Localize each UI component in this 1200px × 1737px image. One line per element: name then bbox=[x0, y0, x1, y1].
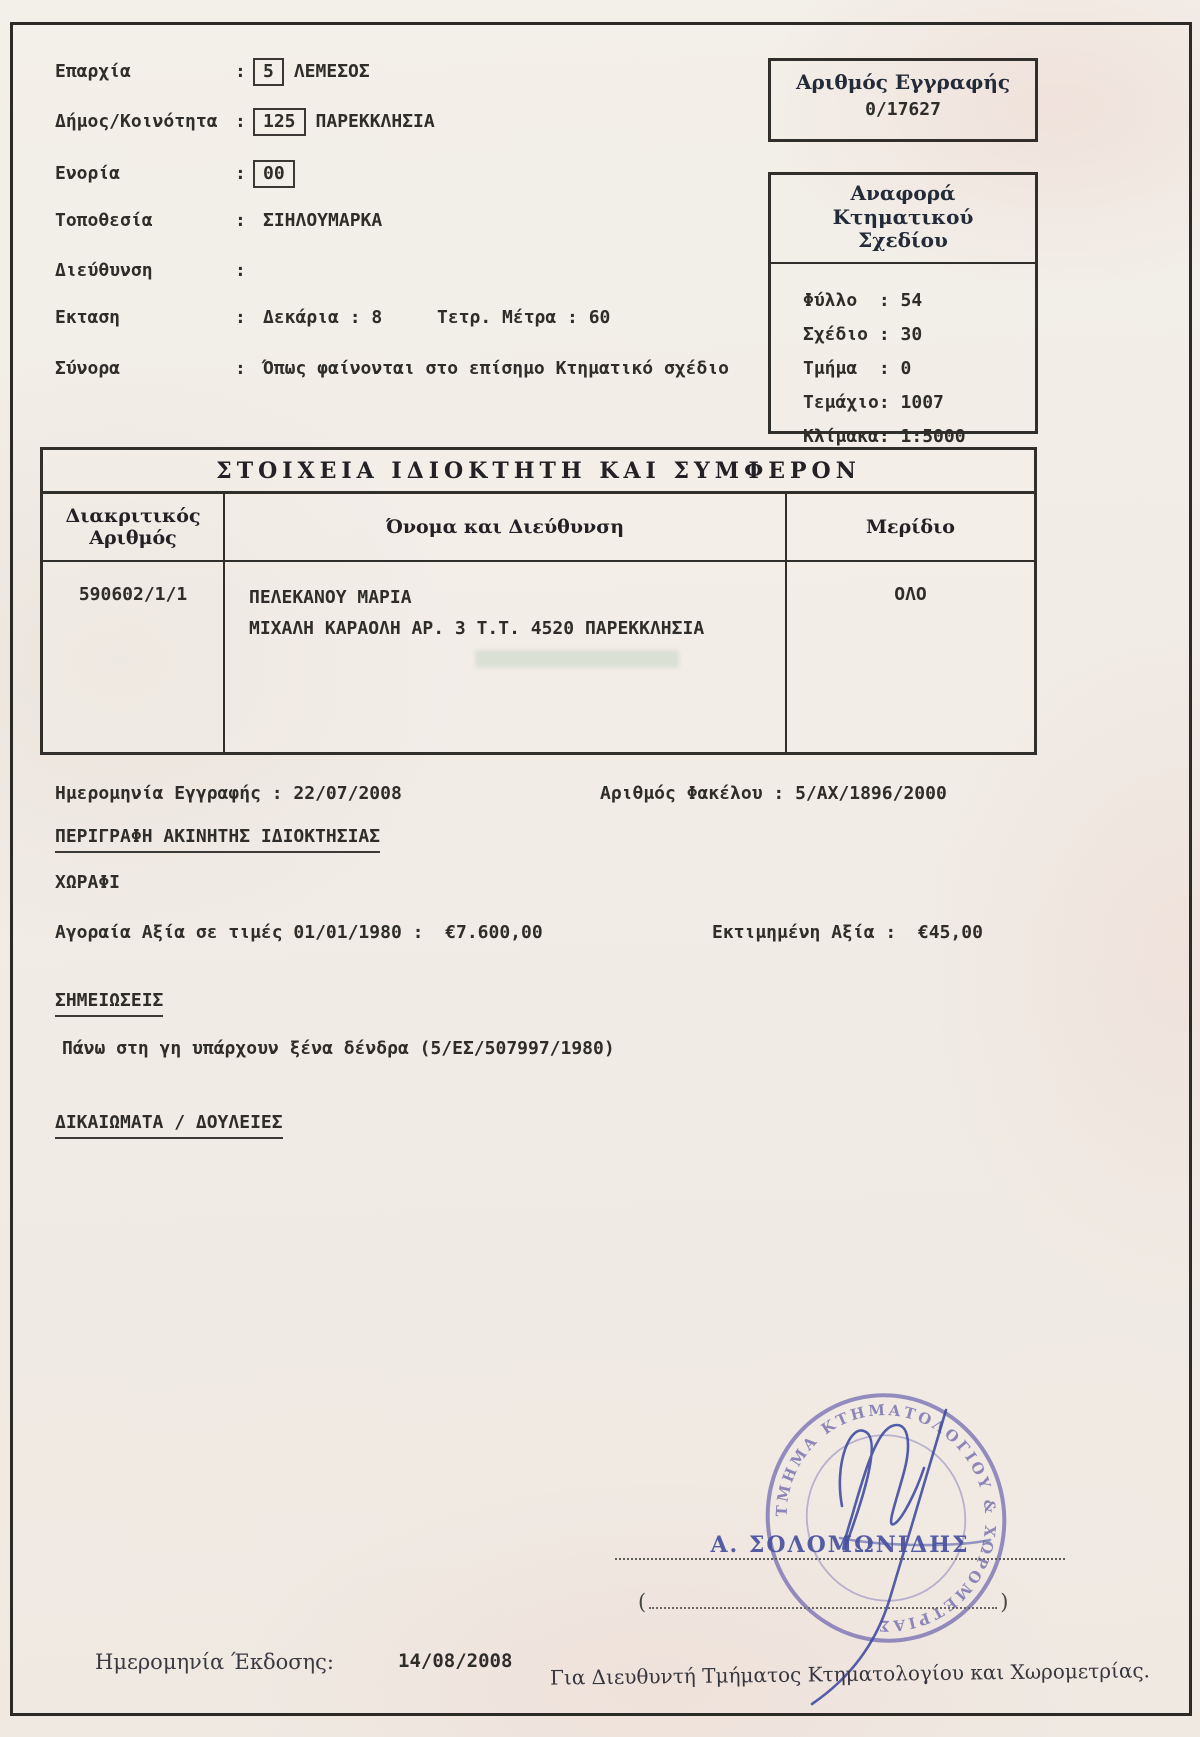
field-label: Εκταση bbox=[55, 307, 121, 328]
parish-code-box: 00 bbox=[253, 160, 295, 188]
field-row-district bbox=[55, 58, 370, 86]
field-label: Τοποθεσία bbox=[55, 210, 153, 231]
scan-highlight-artifact bbox=[475, 650, 679, 668]
field-row-parish bbox=[55, 160, 305, 188]
rights-easements-heading bbox=[55, 1112, 283, 1133]
field-row-address bbox=[55, 260, 263, 281]
assessed-value-amount: €45,00 bbox=[917, 922, 983, 943]
registration-number-value: 0/17627 bbox=[865, 99, 941, 120]
field-colon: : bbox=[235, 307, 246, 328]
plan-reference-box bbox=[768, 172, 1038, 447]
plan-row-label: Φύλλο bbox=[803, 289, 858, 311]
market-value-line bbox=[55, 922, 543, 943]
field-colon: : bbox=[235, 61, 246, 82]
owner-table bbox=[40, 447, 1037, 755]
file-number-line bbox=[600, 783, 947, 804]
stamp-arc-text: ΤΜΗΜΑ ΚΤΗΜΑΤΟΛΟΓΙΟΥ & ΧΩΡΟΜΕΤΡΙΑΣ bbox=[772, 1400, 1000, 1635]
owner-id: 590602/1/1 bbox=[43, 562, 225, 753]
registration-date-label: Ημερομηνία Εγγραφής : bbox=[55, 783, 283, 804]
registration-number-title: Αριθμός Εγγραφής bbox=[795, 70, 1011, 94]
owner-table-title: ΣΤΟΙΧΕΙΑ ΙΔΙΟΚΤΗΤΗ ΚΑΙ ΣΥΜΦΕΡΟΝ bbox=[43, 450, 1034, 494]
plan-row-sheet: Φύλλο : 54 bbox=[803, 284, 1035, 318]
field-value: ΠΑΡΕΚΚΛΗΣΙΑ bbox=[315, 111, 435, 132]
registration-number-box bbox=[768, 58, 1038, 142]
field-row-boundaries bbox=[55, 358, 729, 379]
plan-row-plan: Σχέδιο : 30 bbox=[803, 318, 1035, 352]
secondary-signature-line: ( ) bbox=[638, 1590, 1009, 1614]
field-value: Όπως φαίνονται στο επίσημο Κτηματικό σχέδιο bbox=[263, 358, 729, 379]
plan-row-value: 54 bbox=[900, 289, 923, 311]
field-value: ΣΙΗΛΟΥΜΑΡΚΑ bbox=[263, 210, 383, 231]
dotted-rule bbox=[649, 1592, 997, 1609]
field-colon: : bbox=[235, 163, 246, 184]
signatory-title: Για Διευθυντή Τμήματος Κτηματολογίου και Χωρομετρίας. bbox=[549, 1658, 1151, 1690]
field-colon: : bbox=[235, 210, 246, 231]
field-row-municipality bbox=[55, 108, 435, 136]
plan-row-label: Τμήμα bbox=[803, 357, 858, 379]
plan-row-section: Τμήμα : 0 bbox=[803, 352, 1035, 386]
registration-date-line bbox=[55, 783, 402, 804]
owner-name: ΠΕΛΕΚΑΝΟΥ ΜΑΡΙΑ bbox=[249, 587, 412, 608]
notes-heading bbox=[55, 990, 163, 1011]
notes-text: Πάνω στη γη υπάρχουν ξένα δένδρα (5/ΕΣ/507997/1980) bbox=[62, 1038, 615, 1059]
file-number-label: Αριθμός Φακέλου : bbox=[600, 783, 785, 804]
registration-date-value: 22/07/2008 bbox=[293, 783, 402, 804]
plan-row-label: Σχέδιο bbox=[803, 323, 869, 345]
plan-row-value: 30 bbox=[900, 323, 923, 345]
field-label: Σύνορα bbox=[55, 358, 121, 379]
field-row-extent bbox=[55, 307, 611, 328]
rights-easements-heading-text: ΔΙΚΑΙΩΜΑΤΑ / ΔΟΥΛΕΙΕΣ bbox=[55, 1112, 283, 1139]
field-value: Δεκάρια : 8 bbox=[263, 307, 383, 328]
issue-date-label: Ημερομηνία Έκδοσης: bbox=[95, 1650, 334, 1674]
market-value-label: Αγοραία Αξία σε τιμές 01/01/1980 : bbox=[55, 922, 424, 943]
column-header-id: Διακριτικός Αριθμός bbox=[43, 494, 225, 560]
issue-date-value: 14/08/2008 bbox=[398, 1650, 513, 1672]
property-description-heading bbox=[55, 826, 380, 847]
field-label: Επαρχία bbox=[55, 61, 131, 82]
column-header-name-address: Όνομα και Διεύθυνση bbox=[225, 494, 787, 560]
plan-reference-title: Αναφορά Κτηματικού Σχεδίου bbox=[771, 175, 1035, 264]
plan-row-label: Κλίμακα bbox=[803, 425, 879, 447]
property-description-heading-text: ΠΕΡΙΓΡΑΦΗ ΑΚΙΝΗΤΗΣ ΙΔΙΟΚΤΗΣΙΑΣ bbox=[55, 826, 380, 853]
field-label: Διεύθυνση bbox=[55, 260, 153, 281]
field-row-locality bbox=[55, 210, 382, 231]
market-value-amount: €7.600,00 bbox=[445, 922, 543, 943]
plan-row-scale: Κλίμακα: 1:5000 bbox=[803, 420, 1035, 454]
assessed-value-label: Εκτιμημένη Αξία : bbox=[712, 922, 897, 943]
plan-row-label: Τεμάχιο bbox=[803, 391, 879, 413]
property-description-value: ΧΩΡΑΦΙ bbox=[55, 872, 121, 893]
assessed-value-line bbox=[712, 922, 983, 943]
plan-row-value: 1:5000 bbox=[900, 425, 966, 447]
signatory-name-stamp: Α. ΣΟΛΟΜΩΝΙΔΗΣ bbox=[710, 1532, 970, 1558]
plan-reference-rows bbox=[771, 264, 1035, 454]
field-colon: : bbox=[235, 111, 246, 132]
municipality-code-box: 125 bbox=[253, 108, 306, 136]
plan-row-value: 1007 bbox=[900, 391, 944, 413]
field-label: Δήμος/Κοινότητα bbox=[55, 111, 218, 132]
file-number-value: 5/ΑΧ/1896/2000 bbox=[795, 783, 947, 804]
field-colon: : bbox=[235, 260, 246, 281]
owner-table-header bbox=[43, 494, 1034, 562]
extent-square-meters: Τετρ. Μέτρα : 60 bbox=[437, 307, 611, 328]
plan-row-parcel: Τεμάχιο: 1007 bbox=[803, 386, 1035, 420]
field-colon: : bbox=[235, 358, 246, 379]
plan-row-value: 0 bbox=[900, 357, 912, 379]
field-label: Ενορία bbox=[55, 163, 121, 184]
signature-dotted-line bbox=[615, 1526, 1065, 1560]
notes-heading-text: ΣΗΜΕΙΩΣΕΙΣ bbox=[55, 990, 163, 1017]
district-code-box: 5 bbox=[253, 58, 284, 86]
field-value: ΛΕΜΕΣΟΣ bbox=[293, 61, 370, 82]
owner-address: ΜΙΧΑΛΗ ΚΑΡΑΟΛΗ ΑΡ. 3 Τ.Τ. 4520 ΠΑΡΕΚΚΛΗΣΙΑ bbox=[249, 618, 705, 639]
column-header-share: Μερίδιο bbox=[866, 516, 955, 538]
owner-share: ΟΛΟ bbox=[894, 584, 927, 605]
